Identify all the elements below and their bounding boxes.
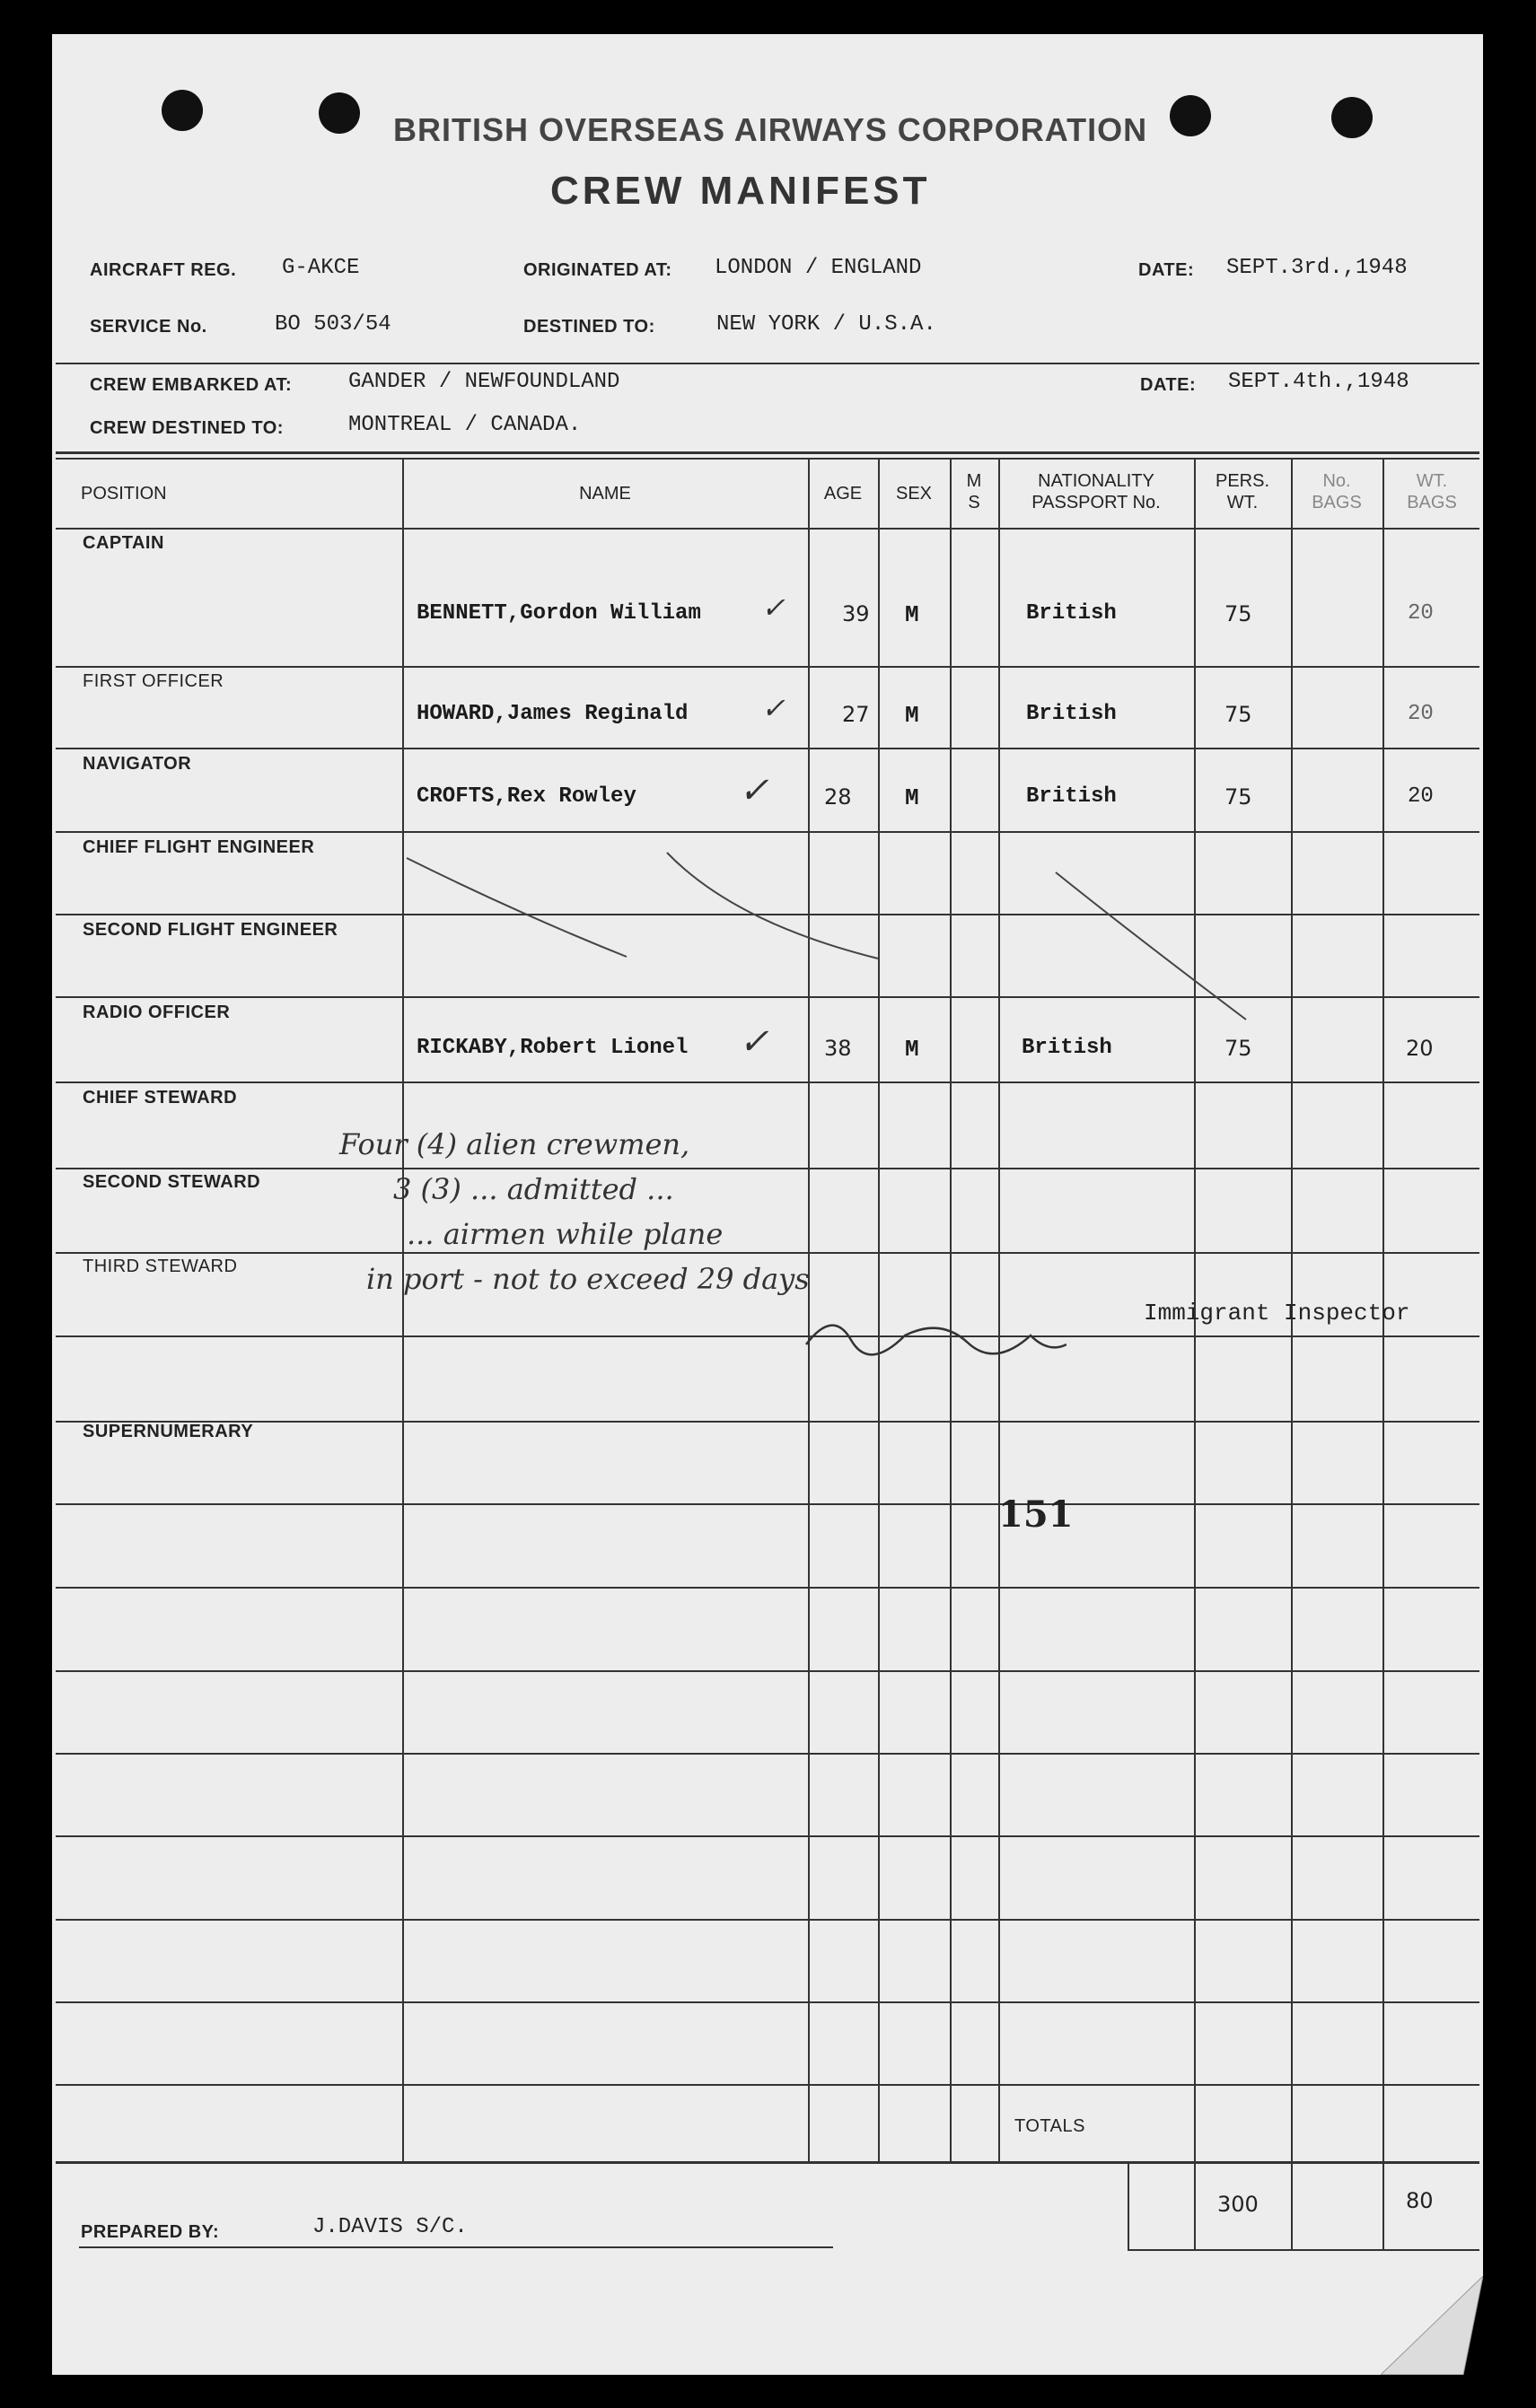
- row-line: [56, 1421, 1479, 1423]
- col-header-age: AGE: [823, 484, 863, 503]
- stamp-number: 151: [998, 1493, 1074, 1536]
- crew-name: RICKABY,Robert Lionel: [417, 1036, 689, 1060]
- destined-value: NEW YORK / U.S.A.: [716, 312, 936, 337]
- row-line: [56, 1168, 1479, 1169]
- crew-sex: M: [905, 1036, 919, 1063]
- crew-pers-wt: 75: [1224, 1036, 1252, 1061]
- row-line: [56, 1587, 1479, 1589]
- col-header-pers-wt: PERS. WT.: [1215, 471, 1270, 512]
- check-mark: ✓: [739, 770, 769, 811]
- prepared-by-label: PREPARED BY:: [81, 2222, 220, 2242]
- manifest-paper: [52, 34, 1483, 2375]
- crew-age: 28: [824, 784, 852, 810]
- position-chief-steward: CHIEF STEWARD: [83, 1088, 238, 1108]
- handwritten-note-line-1: Four (4) alien crewmen,: [339, 1127, 690, 1161]
- crew-age: 27: [842, 702, 870, 727]
- crew-pers-wt: 75: [1224, 784, 1252, 810]
- crew-destined-value: MONTREAL / CANADA.: [348, 413, 582, 437]
- position-first-officer: FIRST OFFICER: [83, 671, 224, 691]
- originated-value: LONDON / ENGLAND: [715, 256, 922, 280]
- handwritten-note-line-4: in port - not to exceed 29 days: [366, 1262, 810, 1296]
- col-header-ms: M S: [966, 471, 982, 512]
- company-name: BRITISH OVERSEAS AIRWAYS CORPORATION: [393, 111, 1148, 148]
- crew-sex: M: [905, 784, 919, 811]
- crew-sex: M: [905, 601, 919, 628]
- cancel-strokes: [52, 34, 1483, 1111]
- row-line: [56, 2084, 1479, 2086]
- totals-bottom-line: [1128, 2249, 1479, 2251]
- col-header-name: NAME: [579, 484, 631, 503]
- row-line: [56, 1335, 1479, 1337]
- prepared-underline: [79, 2246, 833, 2248]
- check-mark: ✓: [739, 1021, 769, 1063]
- embarked-label: CREW EMBARKED AT:: [90, 375, 293, 395]
- crew-wt-bags: 20: [1408, 784, 1434, 809]
- col-header-position: POSITION: [81, 484, 167, 503]
- crew-name: CROFTS,Rex Rowley: [417, 784, 636, 809]
- immigrant-inspector-label: Immigrant Inspector: [1144, 1300, 1410, 1327]
- folded-corner: [1381, 2276, 1483, 2375]
- total-wt-bags: 80: [1406, 2188, 1434, 2213]
- date2-label: DATE:: [1140, 375, 1197, 395]
- crew-wt-bags: 20: [1408, 601, 1434, 626]
- row-line: [56, 1753, 1479, 1755]
- date-label: DATE:: [1138, 260, 1195, 280]
- check-mark: ✓: [761, 691, 786, 725]
- row-line: [56, 1919, 1479, 1921]
- embarked-value: GANDER / NEWFOUNDLAND: [348, 370, 620, 394]
- originated-label: ORIGINATED AT:: [523, 260, 672, 280]
- position-second-steward: SECOND STEWARD: [83, 1172, 261, 1192]
- col-header-no-bags: No. BAGS: [1312, 471, 1362, 512]
- crew-destined-label: CREW DESTINED TO:: [90, 418, 284, 438]
- page-title: CREW MANIFEST: [550, 169, 931, 213]
- row-line: [56, 2001, 1479, 2003]
- destined-label: DESTINED TO:: [523, 317, 655, 337]
- position-captain: CAPTAIN: [83, 533, 164, 553]
- crew-nationality: British: [1022, 1036, 1112, 1060]
- position-supernumerary: SUPERNUMERARY: [83, 1422, 254, 1441]
- handwritten-note-line-2: 3 (3) ... admitted ...: [393, 1172, 674, 1206]
- crew-wt-bags: 20: [1406, 1036, 1434, 1061]
- row-line: [56, 1835, 1479, 1837]
- crew-pers-wt: 75: [1224, 601, 1252, 626]
- crew-nationality: British: [1026, 784, 1117, 809]
- prepared-by-value: J.DAVIS S/C.: [312, 2215, 468, 2239]
- aircraft-reg-value: G-AKCE: [282, 256, 360, 280]
- position-third-steward: THIRD STEWARD: [83, 1257, 238, 1276]
- position-navigator: NAVIGATOR: [83, 754, 192, 774]
- position-chief-flight-engineer: CHIEF FLIGHT ENGINEER: [83, 837, 315, 857]
- crew-age: 38: [824, 1036, 852, 1061]
- row-line: [56, 1503, 1479, 1505]
- col-line: [1128, 2163, 1129, 2249]
- table-bottom-line: [56, 2161, 1479, 2164]
- col-header-nationality: NATIONALITY PASSPORT No.: [1031, 471, 1161, 512]
- handwritten-note-line-3: ... airmen while plane: [407, 1217, 724, 1251]
- check-mark: ✓: [761, 591, 786, 625]
- date2-value: SEPT.4th.,1948: [1228, 370, 1409, 394]
- aircraft-reg-label: AIRCRAFT REG.: [90, 260, 237, 280]
- col-header-sex: SEX: [895, 484, 933, 503]
- crew-pers-wt: 75: [1224, 702, 1252, 727]
- crew-nationality: British: [1026, 702, 1117, 726]
- crew-name: BENNETT,Gordon William: [417, 601, 701, 626]
- crew-wt-bags: 20: [1408, 702, 1434, 726]
- date-value: SEPT.3rd.,1948: [1226, 256, 1408, 280]
- crew-name: HOWARD,James Reginald: [417, 702, 689, 726]
- crew-sex: M: [905, 702, 919, 729]
- total-pers-wt: 300: [1217, 2192, 1259, 2217]
- crew-age: 39: [842, 601, 870, 626]
- totals-label: TOTALS: [1014, 2116, 1085, 2136]
- service-label: SERVICE No.: [90, 317, 207, 337]
- service-value: BO 503/54: [275, 312, 391, 337]
- inspector-signature: [797, 1300, 1066, 1371]
- row-line: [56, 1252, 1479, 1254]
- position-radio-officer: RADIO OFFICER: [83, 1003, 231, 1022]
- row-line: [56, 1670, 1479, 1672]
- position-second-flight-engineer: SECOND FLIGHT ENGINEER: [83, 920, 338, 940]
- col-header-wt-bags: WT. BAGS: [1407, 471, 1457, 512]
- crew-nationality: British: [1026, 601, 1117, 626]
